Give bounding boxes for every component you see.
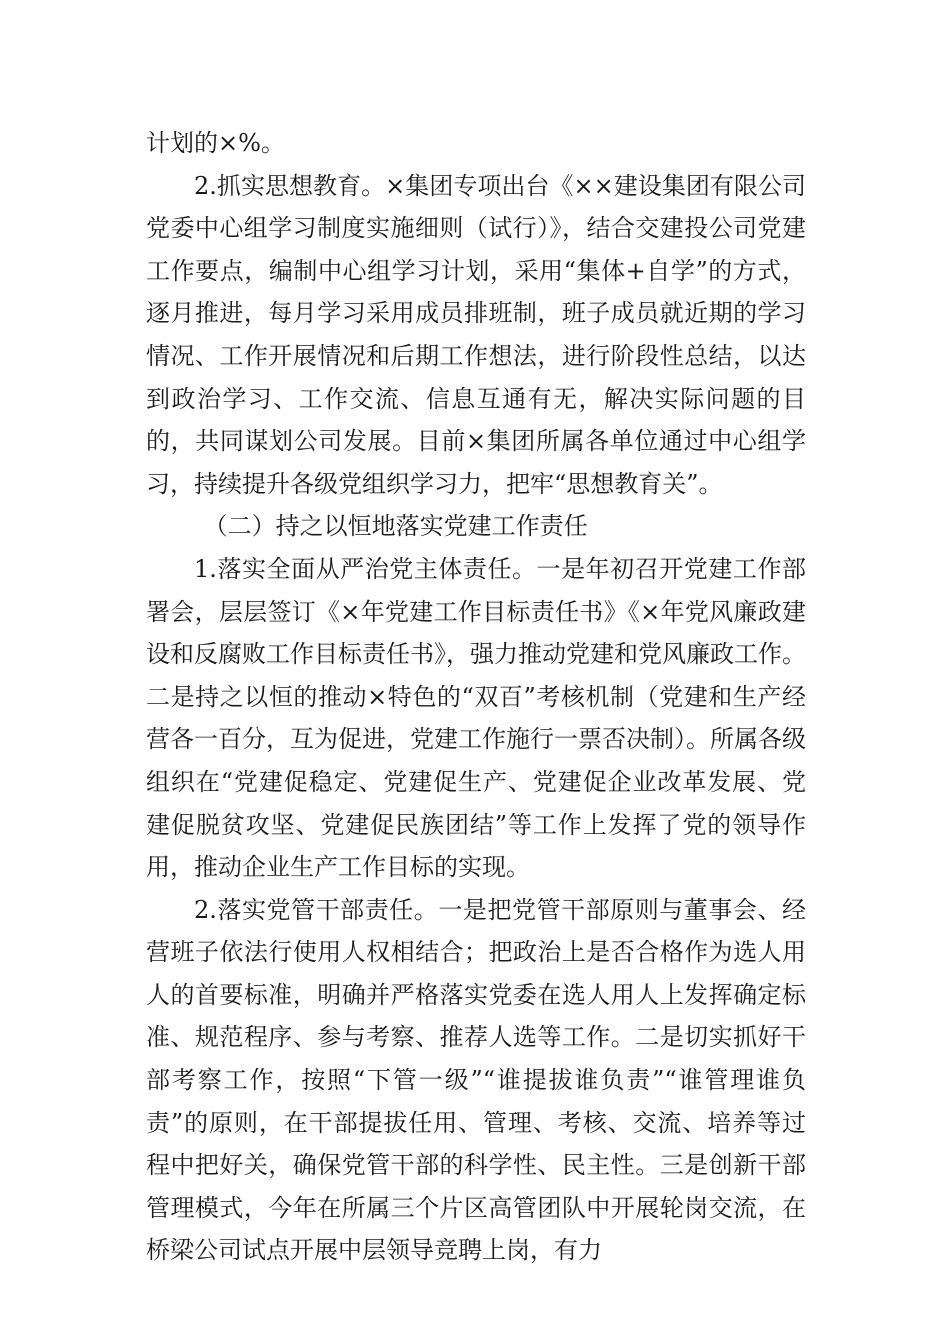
paragraph-party-responsibility: 1.落实全面从严治党主体责任。一是年初召开党建工作部署会，层层签订《×年党建工作目标责任书》《×年党风廉政建设和反腐败工作目标责任书》，强力推动党建和党风廉政工作。二是持之以恒的推动×特色的“双百”考核机制（党建和生产经营各一百分，互为促进，党建工作施行一票否决制）。所属各级组织在“党建促稳定、党建促生产、党建促企业改革发展、党建促脱贫攻坚、党建促民族团结”等工作上发挥了党的领导作用，推动企业生产工作目标的实现。 xyxy=(146,554,806,882)
paragraph-continuation: 计划的×%。 xyxy=(146,129,285,157)
paragraph-cadre-management: 2.落实党管干部责任。一是把党管干部原则与董事会、经营班子依法行使用人权相结合；把政治上是否合格作为选人用人的首要标准，明确并严格落实党委在选人用人上发挥确定标准、规范程序、参与考察、推荐人选等工作。二是切实抓好干部考察工作，按照“下管一级”“谁提拔谁负责”“谁管理谁负责”的原则，在干部提拔任用、管理、考核、交流、培养等过程中把好关，确保党管干部的科学性、民主性。三是创新干部管理模式，今年在所属三个片区高管团队中开展轮岗交流，在桥梁公司试点开展中层领导竞聘上岗，有力 xyxy=(146,895,806,1265)
document-body xyxy=(146,122,806,1272)
paragraph-ideological-education: 2.抓实思想教育。×集团专项出台《××建设集团有限公司党委中心组学习制度实施细则（试行）》，结合交建投公司党建工作要点，编制中心组学习计划，采用“集体+自学”的方式，逐月推进，每月学习采用成员排班制，班子成员就近期的学习情况、工作开展情况和后期工作想法，进行阶段性总结，以达到政治学习、工作交流、信息互通有无，解决实际问题的目的，共同谋划公司发展。目前×集团所属各单位通过中心组学习，持续提升各级党组织学习力，把牢“思想教育关”。 xyxy=(146,171,806,498)
section-heading: （二）持之以恒地落实党建工作责任 xyxy=(203,512,588,541)
